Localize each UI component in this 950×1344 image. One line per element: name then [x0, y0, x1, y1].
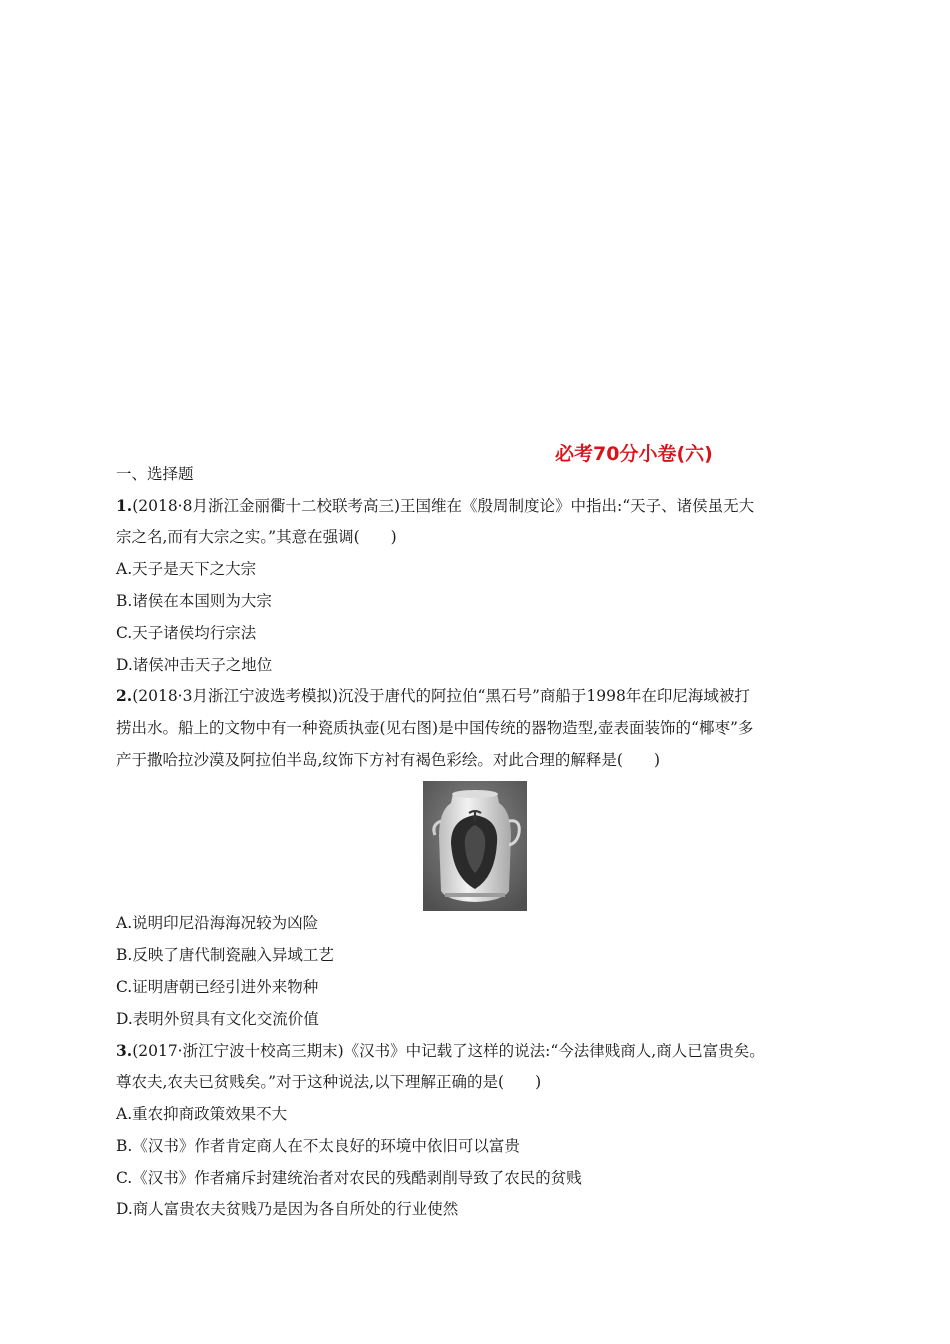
question-2-option-d: D.表明外贸具有文化交流价值	[116, 1010, 319, 1028]
question-2-line-2: 捞出水。船上的文物中有一种瓷质执壶(见右图)是中国传统的器物造型,壶表面装饰的“椰枣”多	[116, 719, 754, 737]
question-1-option-b: B.诸侯在本国则为大宗	[116, 592, 272, 610]
section-heading: 一、选择题	[116, 465, 194, 483]
paper-title: 必考70分小卷(六)	[555, 443, 713, 465]
question-2-line-1: 2.(2018·3月浙江宁波选考模拟)沉没于唐代的阿拉伯“黑石号”商船于1998年在印尼海域被打	[116, 686, 750, 705]
question-3-option-b: B.《汉书》作者肯定商人在不太良好的环境中依旧可以富贵	[116, 1137, 520, 1155]
question-1-option-d: D.诸侯冲击天子之地位	[116, 656, 273, 674]
question-3-option-a: A.重农抑商政策效果不大	[116, 1105, 288, 1123]
question-2-option-c: C.证明唐朝已经引进外来物种	[116, 978, 319, 996]
question-3-line-2: 尊农夫,农夫已贫贱矣。”对于这种说法,以下理解正确的是( )	[116, 1073, 542, 1091]
question-2-option-b: B.反映了唐代制瓷融入异域工艺	[116, 946, 334, 964]
question-2-number: 2.	[116, 686, 133, 705]
question-2-line-3: 产于撒哈拉沙漠及阿拉伯半岛,纹饰下方衬有褐色彩绘。对此合理的解释是( )	[116, 751, 661, 769]
question-1-option-a: A.天子是天下之大宗	[116, 560, 257, 578]
question-2-option-a: A.说明印尼沿海海况较为凶险	[116, 914, 319, 932]
question-1-option-c: C.天子诸侯均行宗法	[116, 624, 257, 642]
question-3-line-1: 3.(2017·浙江宁波十校高三期末)《汉书》中记载了这样的说法:“今法律贱商人,商人已富贵矣。	[116, 1041, 765, 1060]
question-3-number: 3.	[116, 1041, 133, 1060]
question-1-line-1: 1.(2018·8月浙江金丽衢十二校联考高三)王国维在《殷周制度论》中指出:“天子、诸侯虽无大	[116, 496, 755, 515]
question-1-number: 1.	[116, 496, 133, 515]
question-3-option-d: D.商人富贵农夫贫贱乃是因为各自所处的行业使然	[116, 1200, 459, 1218]
question-1-line-2: 宗之名,而有大宗之实。”其意在强调( )	[116, 528, 397, 546]
porcelain-ewer-photo	[423, 781, 527, 911]
question-3-option-c: C.《汉书》作者痛斥封建统治者对农民的残酷剥削导致了农民的贫贱	[116, 1169, 582, 1187]
